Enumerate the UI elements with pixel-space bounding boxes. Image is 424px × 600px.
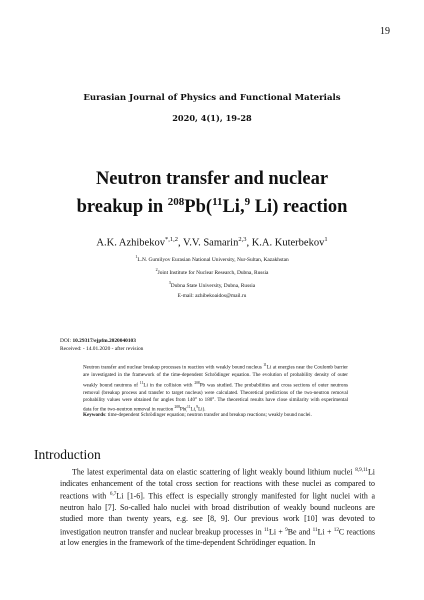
abstract-text: Li). [198, 407, 206, 414]
title-superscript: 9 [244, 196, 251, 208]
body-superscript: 11 [312, 526, 318, 533]
keywords-label: Keywords [83, 412, 106, 418]
doi-value: 10.29317/ejpfm.2020040103 [72, 338, 136, 344]
body-text: Li + [317, 527, 334, 537]
keywords-text: : time-dependent Schrödinger equation; neutron transfer and breakup reactions; weakly bound nuclei. [105, 412, 312, 418]
body-superscript: 9 [285, 526, 288, 533]
affiliation-text: L.N. Gumilyov Eurasian National University, Nur-Sultan, Kazakhstan [137, 256, 289, 263]
author-affiliation-mark: *,1,2 [164, 236, 178, 243]
body-text: Li indicates enhancement of the total cross section for reactions with these nuclei as compared to reactions with [60, 467, 375, 502]
author-affiliation-mark: 1 [324, 236, 328, 243]
affiliation-2 [0, 267, 424, 276]
title-line-2 [0, 191, 424, 219]
doi-label: DOI: [60, 338, 73, 344]
author-name: , V.V. Samarin [177, 237, 239, 249]
abstract-superscript: 208 [194, 380, 200, 385]
author-name: A.K. Azhibekov [96, 237, 165, 249]
abstract-text: Pb( [179, 407, 187, 414]
title-text: ) [272, 197, 279, 218]
doi-block [60, 337, 143, 353]
author-name: , K.A. Kuterbekov [246, 237, 325, 249]
abstract-superscript: 11 [186, 405, 191, 410]
title-text: Pb [184, 197, 206, 218]
affiliation-mark: 2 [155, 267, 158, 272]
title-text: Li [250, 197, 273, 218]
keywords [83, 412, 348, 419]
body-text: Be and [287, 527, 313, 537]
doi-line [60, 337, 143, 345]
author-affiliation-mark: 2,3 [238, 236, 247, 243]
body-superscript: 8,9,11 [355, 467, 368, 473]
body-text: Li + [269, 527, 286, 537]
affiliation-mark: 1 [135, 254, 138, 259]
journal-issue: 2020, 4(1), 19-28 [172, 113, 252, 123]
title-text: ( [205, 197, 213, 218]
affiliation-3 [0, 280, 424, 289]
paragraph [60, 465, 375, 549]
author-list [0, 236, 424, 249]
page-number: 19 [380, 26, 390, 37]
section-heading-introduction: Introduction [34, 447, 101, 462]
body-superscript: 11 [264, 526, 270, 533]
title-line-1: Neutron transfer and nuclear [95, 169, 329, 189]
title-text: Li, [222, 197, 245, 218]
abstract-superscript: 208 [174, 405, 180, 410]
author-email: E-mail: azhibekoaidos@mail.ru [177, 293, 247, 299]
body-superscript: 6,7 [109, 491, 117, 498]
received-date: Received: - 14.01.2020 - after revision [60, 346, 144, 352]
title-superscript: 208 [167, 196, 185, 208]
title-text: reaction [278, 197, 348, 218]
affiliation-text: Joint Institute for Nuclear Research, Dubna, Russia [157, 269, 269, 276]
introduction-body [60, 465, 375, 549]
affiliation-text: Dubna State University, Dubna, Russia [170, 282, 256, 289]
journal-name: Eurasian Journal of Physics and Functional Materials [83, 93, 341, 103]
abstract-superscript: 11 [139, 380, 144, 385]
body-text: Li [1-6]. This effect is especially strongly manifested for light nuclei with a neutron halo [7]. So-called halo nuclei with broad distribution of weakly bound nucleons are studied more than twenty years, e.g. see [8, 9]. Our previous work [10] was devoted to investigation neutron transfer and nuclear breakup processes in [60, 492, 375, 537]
abstract-superscript: 11 [263, 363, 267, 367]
affiliation-1 [0, 254, 424, 263]
paper-title [0, 168, 424, 219]
body-text: C reactions at low energies in the framework of the time-dependent Schrödinger equation. In [60, 527, 375, 548]
abstract-text: Pb was studied. The probabilities and cross sections of outer neutrons removal (breakup process and transfer to target nucleus) were calculated. Theoretical predictions of the two-neutron removal probability values were obtained for angles from 140° to 180°. The theoretical results have close similarity with experimental data for the two-neutron removal in reaction [83, 382, 348, 414]
body-text: The latest experimental data on elastic scattering of light weakly bound lithium nuclei [72, 467, 356, 477]
abstract-superscript: 9 [196, 405, 199, 410]
abstract-text: Li in the collision with [143, 382, 195, 389]
abstract-text: Li, [190, 407, 197, 414]
title-text: breakup in [76, 197, 168, 218]
abstract-text: Li at energies near the Coulomb barrier are investigated in the framework of the time-dependent Schrödinger equation. The evolution of probability density of outer weakly bound neutrons of [83, 364, 348, 389]
body-superscript: 12 [333, 526, 339, 533]
abstract-text: Neutron transfer and nuclear breakup processes in reaction with weakly bound nucleus [83, 364, 264, 371]
affiliation-mark: 3 [168, 280, 171, 285]
abstract [83, 362, 348, 415]
title-superscript: 11 [212, 196, 223, 208]
